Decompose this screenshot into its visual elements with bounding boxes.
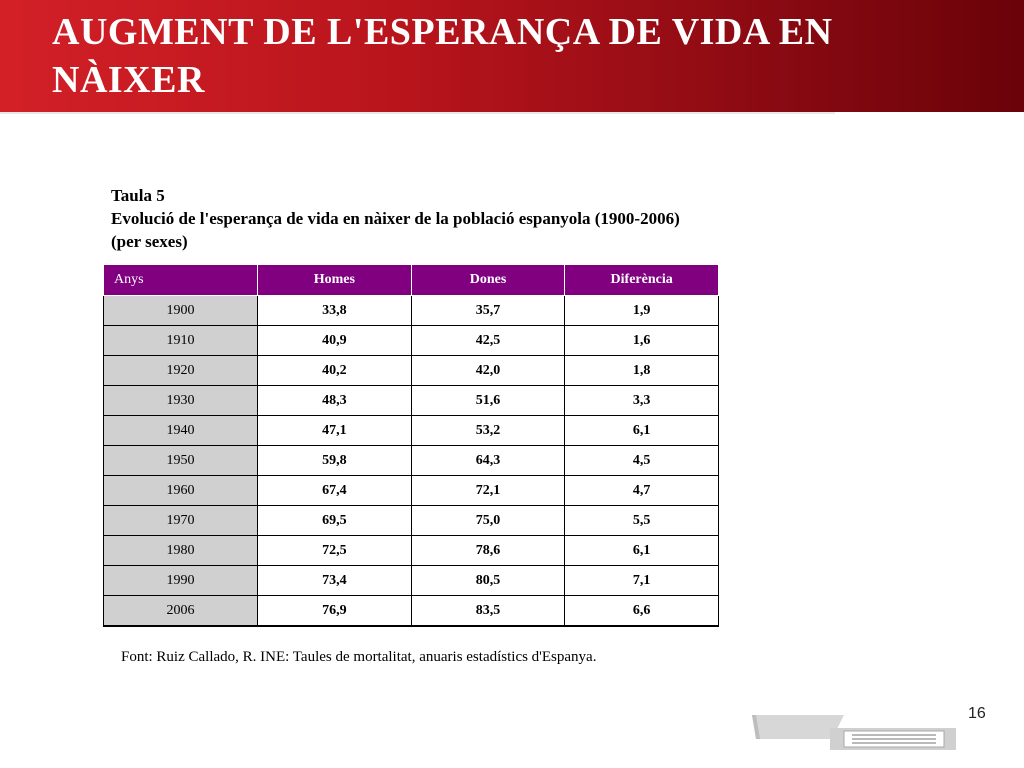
table-description: Evolució de l'esperança de vida en nàixer de la població espanyola (1900-2006) — [111, 209, 680, 228]
cell-homes: 76,9 — [258, 596, 412, 627]
cell-homes: 48,3 — [258, 386, 412, 416]
table-row — [104, 476, 719, 506]
cell-year: 1990 — [104, 566, 258, 596]
table-row — [104, 416, 719, 446]
table-row — [104, 356, 719, 386]
life-expectancy-table — [103, 264, 719, 627]
slide-title: AUGMENT DE L'ESPERANÇA DE VIDA EN NÀIXER — [52, 11, 833, 101]
cell-year: 1910 — [104, 326, 258, 356]
cell-year: 1920 — [104, 356, 258, 386]
table-label: Taula 5 — [111, 186, 165, 205]
cell-diferencia: 6,6 — [565, 596, 719, 627]
cell-year: 1950 — [104, 446, 258, 476]
cell-dones: 80,5 — [411, 566, 565, 596]
header-dones: Dones — [411, 265, 565, 296]
cell-dones: 53,2 — [411, 416, 565, 446]
table-caption — [111, 184, 680, 253]
cell-year: 1940 — [104, 416, 258, 446]
cell-diferencia: 5,5 — [565, 506, 719, 536]
table-row — [104, 506, 719, 536]
cell-diferencia: 6,1 — [565, 416, 719, 446]
cell-homes: 33,8 — [258, 296, 412, 326]
table-row — [104, 296, 719, 326]
cell-diferencia: 4,5 — [565, 446, 719, 476]
cell-homes: 40,9 — [258, 326, 412, 356]
table-row — [104, 536, 719, 566]
cell-diferencia: 4,7 — [565, 476, 719, 506]
cell-diferencia: 1,9 — [565, 296, 719, 326]
cell-year: 1970 — [104, 506, 258, 536]
table-row — [104, 326, 719, 356]
cell-dones: 64,3 — [411, 446, 565, 476]
cell-dones: 83,5 — [411, 596, 565, 627]
header-homes: Homes — [258, 265, 412, 296]
cell-diferencia: 6,1 — [565, 536, 719, 566]
page-number: 16 — [968, 705, 986, 722]
slide-navigation-decoration-icon — [752, 712, 958, 752]
table-row — [104, 446, 719, 476]
header-diferencia: Diferència — [565, 265, 719, 296]
table-subdescription: (per sexes) — [111, 232, 188, 251]
cell-dones: 42,5 — [411, 326, 565, 356]
cell-homes: 73,4 — [258, 566, 412, 596]
cell-year: 1980 — [104, 536, 258, 566]
cell-diferencia: 1,8 — [565, 356, 719, 386]
source-note: Font: Ruiz Callado, R. INE: Taules de mortalitat, anuaris estadístics d'Espanya. — [121, 649, 597, 665]
banner-divider — [0, 112, 835, 114]
cell-diferencia: 1,6 — [565, 326, 719, 356]
cell-homes: 69,5 — [258, 506, 412, 536]
cell-homes: 40,2 — [258, 356, 412, 386]
cell-homes: 47,1 — [258, 416, 412, 446]
cell-diferencia: 3,3 — [565, 386, 719, 416]
cell-dones: 51,6 — [411, 386, 565, 416]
cell-dones: 78,6 — [411, 536, 565, 566]
cell-diferencia: 7,1 — [565, 566, 719, 596]
table-row — [104, 566, 719, 596]
cell-homes: 59,8 — [258, 446, 412, 476]
cell-year: 1960 — [104, 476, 258, 506]
cell-homes: 72,5 — [258, 536, 412, 566]
table-row — [104, 596, 719, 627]
cell-dones: 72,1 — [411, 476, 565, 506]
header-anys: Anys — [104, 265, 258, 296]
cell-homes: 67,4 — [258, 476, 412, 506]
cell-year: 1900 — [104, 296, 258, 326]
table-header-row — [104, 265, 719, 296]
cell-year: 2006 — [104, 596, 258, 627]
cell-year: 1930 — [104, 386, 258, 416]
cell-dones: 42,0 — [411, 356, 565, 386]
cell-dones: 35,7 — [411, 296, 565, 326]
cell-dones: 75,0 — [411, 506, 565, 536]
table-row — [104, 386, 719, 416]
